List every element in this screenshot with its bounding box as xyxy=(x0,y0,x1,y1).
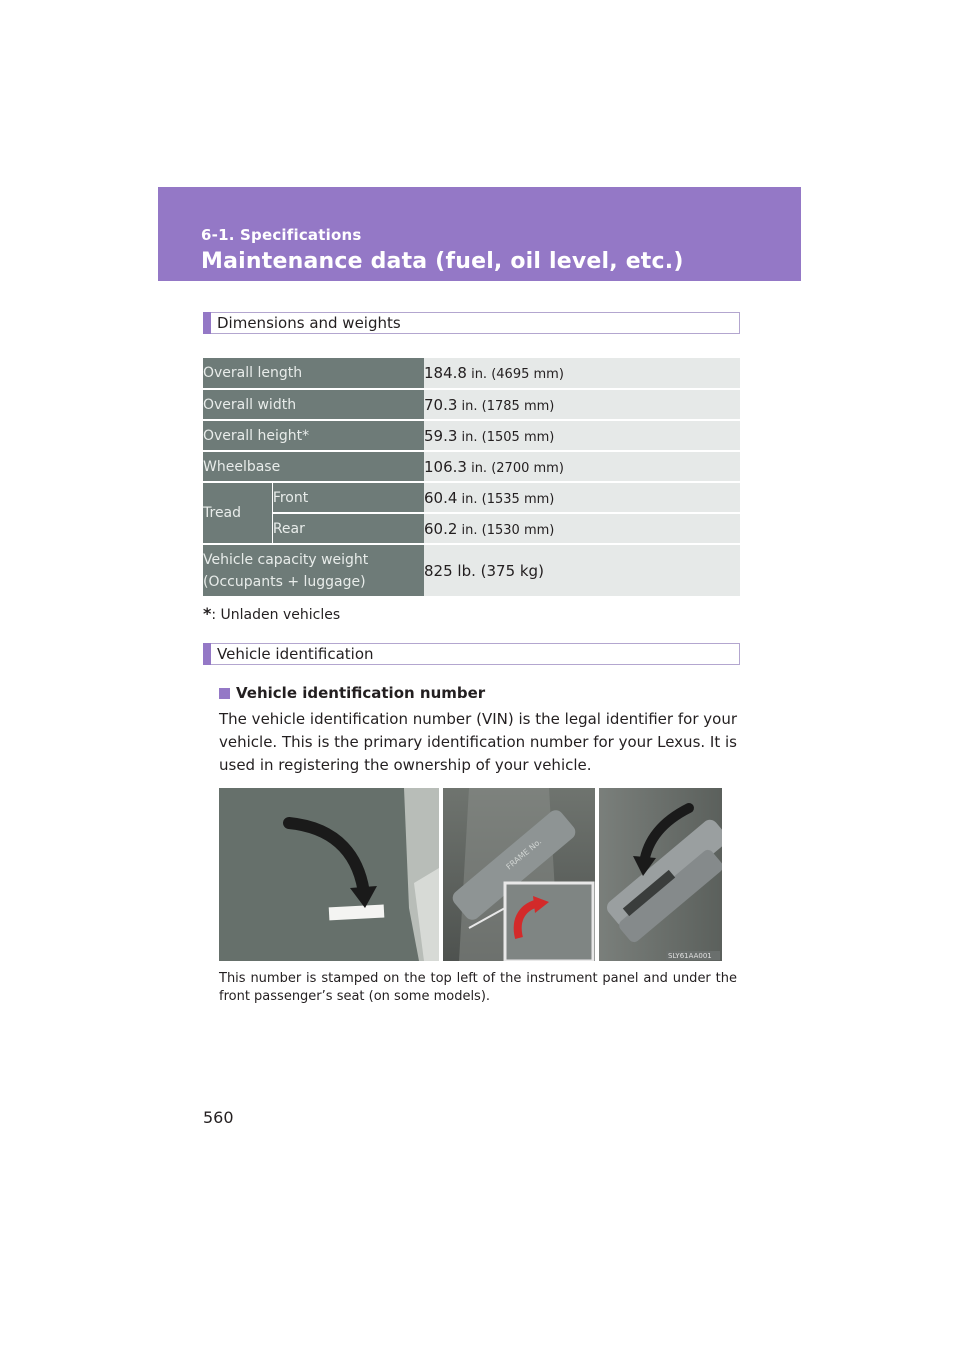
vehicle-id-heading xyxy=(203,643,740,665)
row-label: Overall length xyxy=(203,358,424,389)
tread-rear-value: 60.2 in. (1530 mm) xyxy=(424,513,740,544)
page-header xyxy=(158,187,801,281)
tread-front-label: Front xyxy=(272,482,424,513)
vin-paragraph: The vehicle identification number (VIN) is the legal identifier for your vehicle. This is the primary identification number for your Lexus. It is used in registering the ownership of your vehicle. xyxy=(219,710,737,774)
footnote-mark: * xyxy=(203,604,212,623)
capacity-label: Vehicle capacity weight (Occupants + luggage) xyxy=(203,544,424,597)
vin-subheading: Vehicle identification number xyxy=(219,684,485,702)
capacity-value: 825 lb. (375 kg) xyxy=(424,544,740,597)
opened-cover-photo xyxy=(599,788,722,961)
heading-bar xyxy=(203,643,211,665)
row-label: Wheelbase xyxy=(203,451,424,482)
footnote xyxy=(203,604,340,623)
row-value: 59.3 in. (1505 mm) xyxy=(424,420,740,451)
row-value: 106.3 in. (2700 mm) xyxy=(424,451,740,482)
row-label: Overall height* xyxy=(203,420,424,451)
row-value: 184.8 in. (4695 mm) xyxy=(424,358,740,389)
row-label: Overall width xyxy=(203,389,424,420)
tread-label: Tread xyxy=(203,482,272,544)
table-row xyxy=(203,358,740,389)
floor-plate-photo xyxy=(443,788,595,961)
illustration-caption: This number is stamped on the top left of the instrument panel and under the front passenger’s seat (on some models). xyxy=(219,971,737,1004)
dimensions-table xyxy=(203,358,740,598)
page-title: Maintenance data (fuel, oil level, etc.) xyxy=(201,249,684,274)
table-row xyxy=(203,420,740,451)
footnote-text: : Unladen vehicles xyxy=(211,607,341,623)
vin-location-illustration xyxy=(219,788,722,961)
dimensions-heading xyxy=(203,312,740,334)
tread-rear-label: Rear xyxy=(272,513,424,544)
table-row xyxy=(203,513,740,544)
vehicle-id-heading-text: Vehicle identification xyxy=(217,645,374,663)
section-label: 6-1. Specifications xyxy=(201,226,362,244)
tread-front-value: 60.4 in. (1535 mm) xyxy=(424,482,740,513)
square-bullet-icon xyxy=(219,688,230,699)
table-row xyxy=(203,389,740,420)
dashboard-photo xyxy=(219,788,439,961)
page-number: 560 xyxy=(203,1108,234,1127)
heading-bar xyxy=(203,312,211,334)
dimensions-heading-text: Dimensions and weights xyxy=(217,314,401,332)
table-row xyxy=(203,482,740,513)
image-code: SLY61AA001 xyxy=(668,952,712,960)
table-row xyxy=(203,451,740,482)
plate-label: FRAME No. xyxy=(504,836,544,872)
row-value: 70.3 in. (1785 mm) xyxy=(424,389,740,420)
table-row xyxy=(203,544,740,597)
